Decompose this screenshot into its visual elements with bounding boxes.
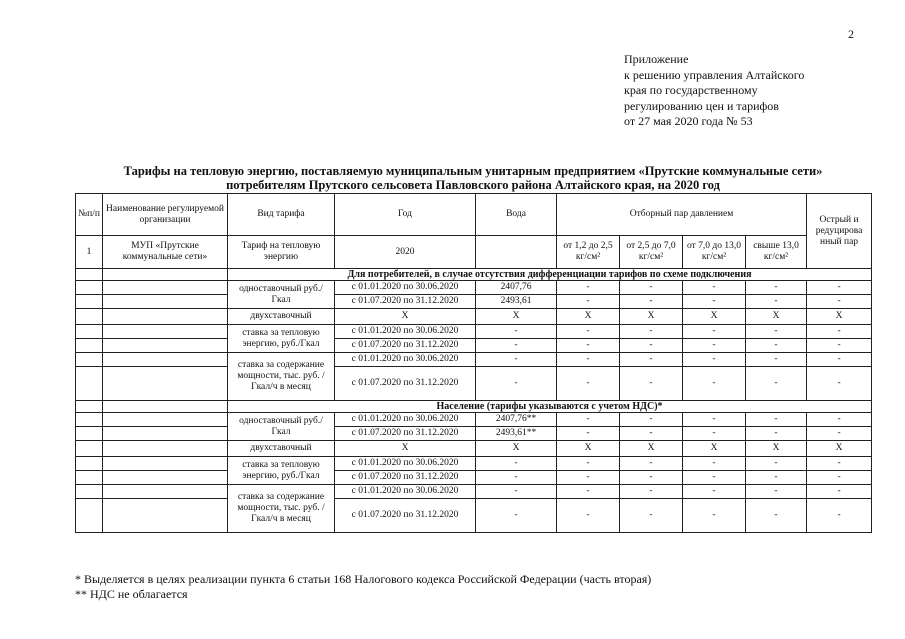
value-cell-sharp: X bbox=[807, 441, 872, 457]
value-cell-p3: - bbox=[683, 353, 746, 367]
value-cell-p4: - bbox=[746, 499, 807, 533]
table-row bbox=[76, 281, 872, 295]
value-cell-p3: X bbox=[683, 309, 746, 325]
empty-org-cell bbox=[103, 485, 228, 499]
value-cell-p1: - bbox=[557, 353, 620, 367]
appendix-line: регулированию цен и тарифов bbox=[624, 98, 779, 113]
value-cell-p3: - bbox=[683, 325, 746, 339]
section-title-row bbox=[76, 269, 872, 281]
empty-org-cell bbox=[103, 401, 228, 413]
value-cell-p2: X bbox=[620, 309, 683, 325]
table-row bbox=[76, 413, 872, 427]
header-num: №п/п bbox=[76, 194, 103, 236]
empty-num-cell bbox=[76, 269, 103, 281]
value-cell-water: 2493,61 bbox=[476, 295, 557, 309]
empty-org-cell bbox=[103, 427, 228, 441]
empty-org-cell bbox=[103, 471, 228, 485]
table-row bbox=[76, 295, 872, 309]
page-number: 2 bbox=[848, 27, 854, 41]
table-row bbox=[76, 427, 872, 441]
subheader-p3: от 7,0 до 13,0 кг/см² bbox=[683, 236, 746, 269]
capacity-rate-label: ставка за содержание мощности, тыс. руб. /Гкал/ч в месяц bbox=[228, 485, 335, 533]
document-title bbox=[75, 164, 871, 192]
empty-num-cell bbox=[76, 281, 103, 295]
value-cell-water: - bbox=[476, 353, 557, 367]
value-cell-p4: - bbox=[746, 281, 807, 295]
value-cell-sharp: - bbox=[807, 339, 872, 353]
subheader-num: 1 bbox=[76, 236, 103, 269]
value-cell-p2: - bbox=[620, 367, 683, 401]
value-cell-p1: - bbox=[557, 339, 620, 353]
period-cell: с 01.01.2020 по 30.06.2020 bbox=[335, 485, 476, 499]
value-cell-p4: X bbox=[746, 309, 807, 325]
value-cell-p4: - bbox=[746, 471, 807, 485]
value-cell-p4: - bbox=[746, 457, 807, 471]
period-cell: с 01.07.2020 по 31.12.2020 bbox=[335, 471, 476, 485]
value-cell-p2: - bbox=[620, 295, 683, 309]
heat-rate-label: ставка за тепловую энергию, руб./Гкал bbox=[228, 325, 335, 353]
header-tariff-type: Вид тарифа bbox=[228, 194, 335, 236]
value-cell-p3: - bbox=[683, 413, 746, 427]
empty-num-cell bbox=[76, 339, 103, 353]
value-cell-p1: X bbox=[557, 309, 620, 325]
empty-org-cell bbox=[103, 367, 228, 401]
value-cell-p4: X bbox=[746, 441, 807, 457]
value-cell-p4: - bbox=[746, 485, 807, 499]
header-sharp-steam: Острый и редуцирова нный пар bbox=[807, 194, 872, 269]
table-row bbox=[76, 457, 872, 471]
value-cell-p2: - bbox=[620, 485, 683, 499]
subheader-year: 2020 bbox=[335, 236, 476, 269]
empty-org-cell bbox=[103, 295, 228, 309]
value-cell-p2: - bbox=[620, 413, 683, 427]
empty-org-cell bbox=[103, 441, 228, 457]
empty-org-cell bbox=[103, 499, 228, 533]
value-cell-p4: - bbox=[746, 339, 807, 353]
value-cell-water: 2493,61** bbox=[476, 427, 557, 441]
value-cell-water: - bbox=[476, 457, 557, 471]
table-row bbox=[76, 367, 872, 401]
value-cell-p1: - bbox=[557, 427, 620, 441]
title-line-2: потребителям Прутского сельсовета Павловского района Алтайского края, на 2020 год bbox=[226, 178, 720, 192]
period-cell: с 01.01.2020 по 30.06.2020 bbox=[335, 413, 476, 427]
value-cell-water: - bbox=[476, 339, 557, 353]
value-cell-p2: - bbox=[620, 499, 683, 533]
value-cell-water: - bbox=[476, 325, 557, 339]
value-cell-p4: - bbox=[746, 367, 807, 401]
value-cell-p3: - bbox=[683, 499, 746, 533]
period-cell: X bbox=[335, 309, 476, 325]
value-cell-sharp: - bbox=[807, 353, 872, 367]
value-cell-water: 2407,76 bbox=[476, 281, 557, 295]
value-cell-p4: - bbox=[746, 353, 807, 367]
empty-org-cell bbox=[103, 325, 228, 339]
value-cell-p2: - bbox=[620, 471, 683, 485]
period-cell: с 01.07.2020 по 31.12.2020 bbox=[335, 499, 476, 533]
table-row bbox=[76, 485, 872, 499]
heat-rate-label: ставка за тепловую энергию, руб./Гкал bbox=[228, 457, 335, 485]
appendix-line: от 27 мая 2020 года № 53 bbox=[624, 114, 753, 128]
empty-num-cell bbox=[76, 401, 103, 413]
empty-num-cell bbox=[76, 471, 103, 485]
empty-num-cell bbox=[76, 413, 103, 427]
table-row bbox=[76, 339, 872, 353]
table-row bbox=[76, 325, 872, 339]
period-cell: с 01.01.2020 по 30.06.2020 bbox=[335, 281, 476, 295]
empty-org-cell bbox=[103, 413, 228, 427]
appendix-line: края по государственному bbox=[624, 83, 758, 97]
capacity-rate-label: ставка за содержание мощности, тыс. руб. /Гкал/ч в месяц bbox=[228, 353, 335, 401]
subheader-water bbox=[476, 236, 557, 269]
value-cell-p1: - bbox=[557, 281, 620, 295]
section-title-row bbox=[76, 401, 872, 413]
value-cell-water: 2407,76** bbox=[476, 413, 557, 427]
value-cell-sharp: - bbox=[807, 499, 872, 533]
period-cell: с 01.07.2020 по 31.12.2020 bbox=[335, 427, 476, 441]
subheader-row bbox=[76, 236, 872, 269]
empty-org-cell bbox=[103, 353, 228, 367]
value-cell-p1: - bbox=[557, 471, 620, 485]
value-cell-sharp: - bbox=[807, 427, 872, 441]
value-cell-p2: - bbox=[620, 457, 683, 471]
value-cell-p1: - bbox=[557, 457, 620, 471]
value-cell-p2: - bbox=[620, 339, 683, 353]
subheader-p1: от 1,2 до 2,5 кг/см² bbox=[557, 236, 620, 269]
value-cell-sharp: - bbox=[807, 367, 872, 401]
value-cell-water: - bbox=[476, 471, 557, 485]
footnote: * Выделяется в целях реализации пункта 6 статьи 168 Налогового кодекса Российской Федерации (часть вторая) bbox=[75, 572, 652, 586]
empty-num-cell bbox=[76, 325, 103, 339]
value-cell-p1: - bbox=[557, 367, 620, 401]
empty-num-cell bbox=[76, 499, 103, 533]
value-cell-p4: - bbox=[746, 295, 807, 309]
empty-num-cell bbox=[76, 485, 103, 499]
value-cell-p4: - bbox=[746, 427, 807, 441]
empty-num-cell bbox=[76, 427, 103, 441]
value-cell-p2: - bbox=[620, 353, 683, 367]
value-cell-sharp: X bbox=[807, 309, 872, 325]
empty-num-cell bbox=[76, 367, 103, 401]
section-title: Население (тарифы указываются с учетом НДС)* bbox=[228, 401, 872, 413]
appendix-line: Приложение bbox=[624, 52, 689, 66]
footnote: ** НДС не облагается bbox=[75, 587, 188, 601]
appendix-line: к решению управления Алтайского bbox=[624, 67, 805, 82]
empty-org-cell bbox=[103, 457, 228, 471]
header-steam: Отборный пар давлением bbox=[557, 194, 807, 236]
empty-org-cell bbox=[103, 339, 228, 353]
empty-num-cell bbox=[76, 441, 103, 457]
value-cell-p2: X bbox=[620, 441, 683, 457]
table-row bbox=[76, 309, 872, 325]
tariff-table bbox=[75, 193, 872, 533]
footnotes bbox=[75, 572, 651, 602]
subheader-p2: от 2,5 до 7,0 кг/см² bbox=[620, 236, 683, 269]
value-cell-p1: X bbox=[557, 441, 620, 457]
value-cell-sharp: - bbox=[807, 281, 872, 295]
empty-num-cell bbox=[76, 295, 103, 309]
value-cell-water: - bbox=[476, 499, 557, 533]
period-cell: с 01.01.2020 по 30.06.2020 bbox=[335, 353, 476, 367]
value-cell-sharp: - bbox=[807, 413, 872, 427]
period-cell: X bbox=[335, 441, 476, 457]
value-cell-p2: - bbox=[620, 325, 683, 339]
empty-org-cell bbox=[103, 269, 228, 281]
period-cell: с 01.07.2020 по 31.12.2020 bbox=[335, 339, 476, 353]
empty-org-cell bbox=[103, 309, 228, 325]
table-row bbox=[76, 441, 872, 457]
table-row bbox=[76, 353, 872, 367]
value-cell-p3: - bbox=[683, 367, 746, 401]
empty-org-cell bbox=[103, 281, 228, 295]
subheader-org: МУП «Прутские коммунальные сети» bbox=[103, 236, 228, 269]
value-cell-p4: - bbox=[746, 413, 807, 427]
value-cell-p1: - bbox=[557, 295, 620, 309]
table-row bbox=[76, 471, 872, 485]
subheader-tariff-type: Тариф на тепловую энергию bbox=[228, 236, 335, 269]
single-rate-label: одноставочный руб./Гкал bbox=[228, 281, 335, 309]
value-cell-water: X bbox=[476, 309, 557, 325]
period-cell: с 01.07.2020 по 31.12.2020 bbox=[335, 295, 476, 309]
value-cell-water: - bbox=[476, 485, 557, 499]
value-cell-p3: - bbox=[683, 457, 746, 471]
two-rate-label: двухставочный bbox=[228, 441, 335, 457]
single-rate-label: одноставочный руб./Гкал bbox=[228, 413, 335, 441]
value-cell-p3: - bbox=[683, 485, 746, 499]
value-cell-p2: - bbox=[620, 281, 683, 295]
table-row bbox=[76, 499, 872, 533]
appendix-block bbox=[624, 52, 804, 130]
header-row bbox=[76, 194, 872, 236]
value-cell-water: - bbox=[476, 367, 557, 401]
value-cell-p3: - bbox=[683, 427, 746, 441]
empty-num-cell bbox=[76, 309, 103, 325]
subheader-p4: свыше 13,0 кг/см² bbox=[746, 236, 807, 269]
value-cell-p1: - bbox=[557, 499, 620, 533]
value-cell-sharp: - bbox=[807, 295, 872, 309]
value-cell-p3: X bbox=[683, 441, 746, 457]
period-cell: с 01.01.2020 по 30.06.2020 bbox=[335, 457, 476, 471]
value-cell-sharp: - bbox=[807, 485, 872, 499]
value-cell-water: X bbox=[476, 441, 557, 457]
two-rate-label: двухставочный bbox=[228, 309, 335, 325]
value-cell-sharp: - bbox=[807, 457, 872, 471]
period-cell: с 01.01.2020 по 30.06.2020 bbox=[335, 325, 476, 339]
value-cell-sharp: - bbox=[807, 325, 872, 339]
empty-num-cell bbox=[76, 353, 103, 367]
value-cell-p3: - bbox=[683, 471, 746, 485]
value-cell-sharp: - bbox=[807, 471, 872, 485]
value-cell-p1: - bbox=[557, 485, 620, 499]
header-water: Вода bbox=[476, 194, 557, 236]
empty-num-cell bbox=[76, 457, 103, 471]
value-cell-p3: - bbox=[683, 339, 746, 353]
value-cell-p1: - bbox=[557, 325, 620, 339]
title-line-1: Тарифы на тепловую энергию, поставляемую муниципальным унитарным предприятием «Прутские коммунальные сети» bbox=[123, 164, 823, 178]
section-title: Для потребителей, в случае отсутствия дифференциации тарифов по схеме подключения bbox=[228, 269, 872, 281]
value-cell-p2: - bbox=[620, 427, 683, 441]
value-cell-p3: - bbox=[683, 281, 746, 295]
header-org: Наименование регулируемой организации bbox=[103, 194, 228, 236]
value-cell-p3: - bbox=[683, 295, 746, 309]
value-cell-p4: - bbox=[746, 325, 807, 339]
value-cell-p1: - bbox=[557, 413, 620, 427]
header-year: Год bbox=[335, 194, 476, 236]
period-cell: с 01.07.2020 по 31.12.2020 bbox=[335, 367, 476, 401]
